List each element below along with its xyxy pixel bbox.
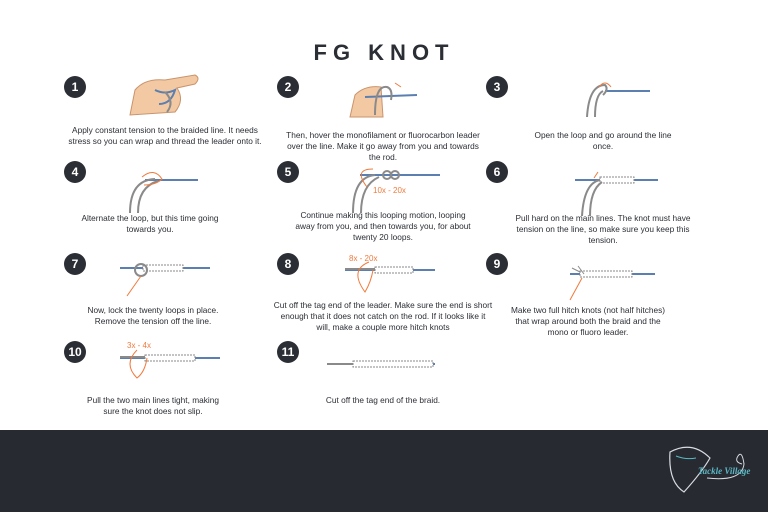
step-11-badge: 11 [277,341,299,363]
step-3-text: Open the loop and go around the line once. [534,130,672,151]
step-5-badge: 5 [277,161,299,183]
step-10-loop-count: 3x - 4x [127,341,152,350]
step-7-illustration [115,258,215,300]
page-title: FG KNOT [313,40,455,65]
step-4-text: Alternate the loop, but this time going towards you. [81,213,219,234]
step-2-text: Then, hover the monofilament or fluorocarbon leader over the line. Make it go away from you and towards the rod. [286,130,480,162]
step-4-illustration [120,165,200,215]
step-7-badge: 7 [64,253,86,275]
step-11-illustration [325,355,440,373]
step-11-text: Cut off the tag end of the braid. [325,395,441,405]
step-8-text: Cut off the tag end of the leader. Make sure the end is short enough that it does not catch on the rod. If it looks like it will, make a couple more hitch knots [273,300,493,332]
step-2-badge: 2 [277,76,299,98]
footer [0,430,768,512]
step-3-badge: 3 [486,76,508,98]
step-10-text: Pull the two main lines tight, making sure the knot does not slip. [87,395,219,416]
step-7-text: Now, lock the twenty loops in place. Remove the tension off the line. [87,305,219,326]
logo-text: Tackle Village [698,466,751,476]
step-6-illustration [570,168,660,218]
step-1-text: Apply constant tension to the braided line. It needs stress so you can wrap and thread the leader onto it. [68,125,262,146]
step-8-loop-count: 8x - 20x [349,254,378,263]
step-5-text: Continue making this looping motion, looping away from you, and then towards you, for about twenty 20 loops. [295,210,471,242]
step-9-text: Make two full hitch knots (not half hitches) that wrap around both the braid and the mono or fluoro leader. [510,305,666,337]
step-5-illustration [345,163,445,218]
step-3-illustration [575,75,655,120]
step-6-badge: 6 [486,161,508,183]
step-1-hand-illustration [125,70,205,120]
step-10-badge: 10 [64,341,86,363]
step-10-illustration [115,340,225,385]
step-6-text: Pull hard on the main lines. The knot must have tension on the line, so make sure you keep this tension. [515,213,691,245]
step-5-loop-count: 10x - 20x [373,186,406,195]
step-9-badge: 9 [486,253,508,275]
step-8-illustration [335,252,445,302]
step-8-badge: 8 [277,253,299,275]
step-2-hand-illustration [345,75,420,120]
tackle-village-logo [662,442,752,497]
step-1-badge: 1 [64,76,86,98]
step-4-badge: 4 [64,161,86,183]
step-9-illustration [560,262,660,304]
